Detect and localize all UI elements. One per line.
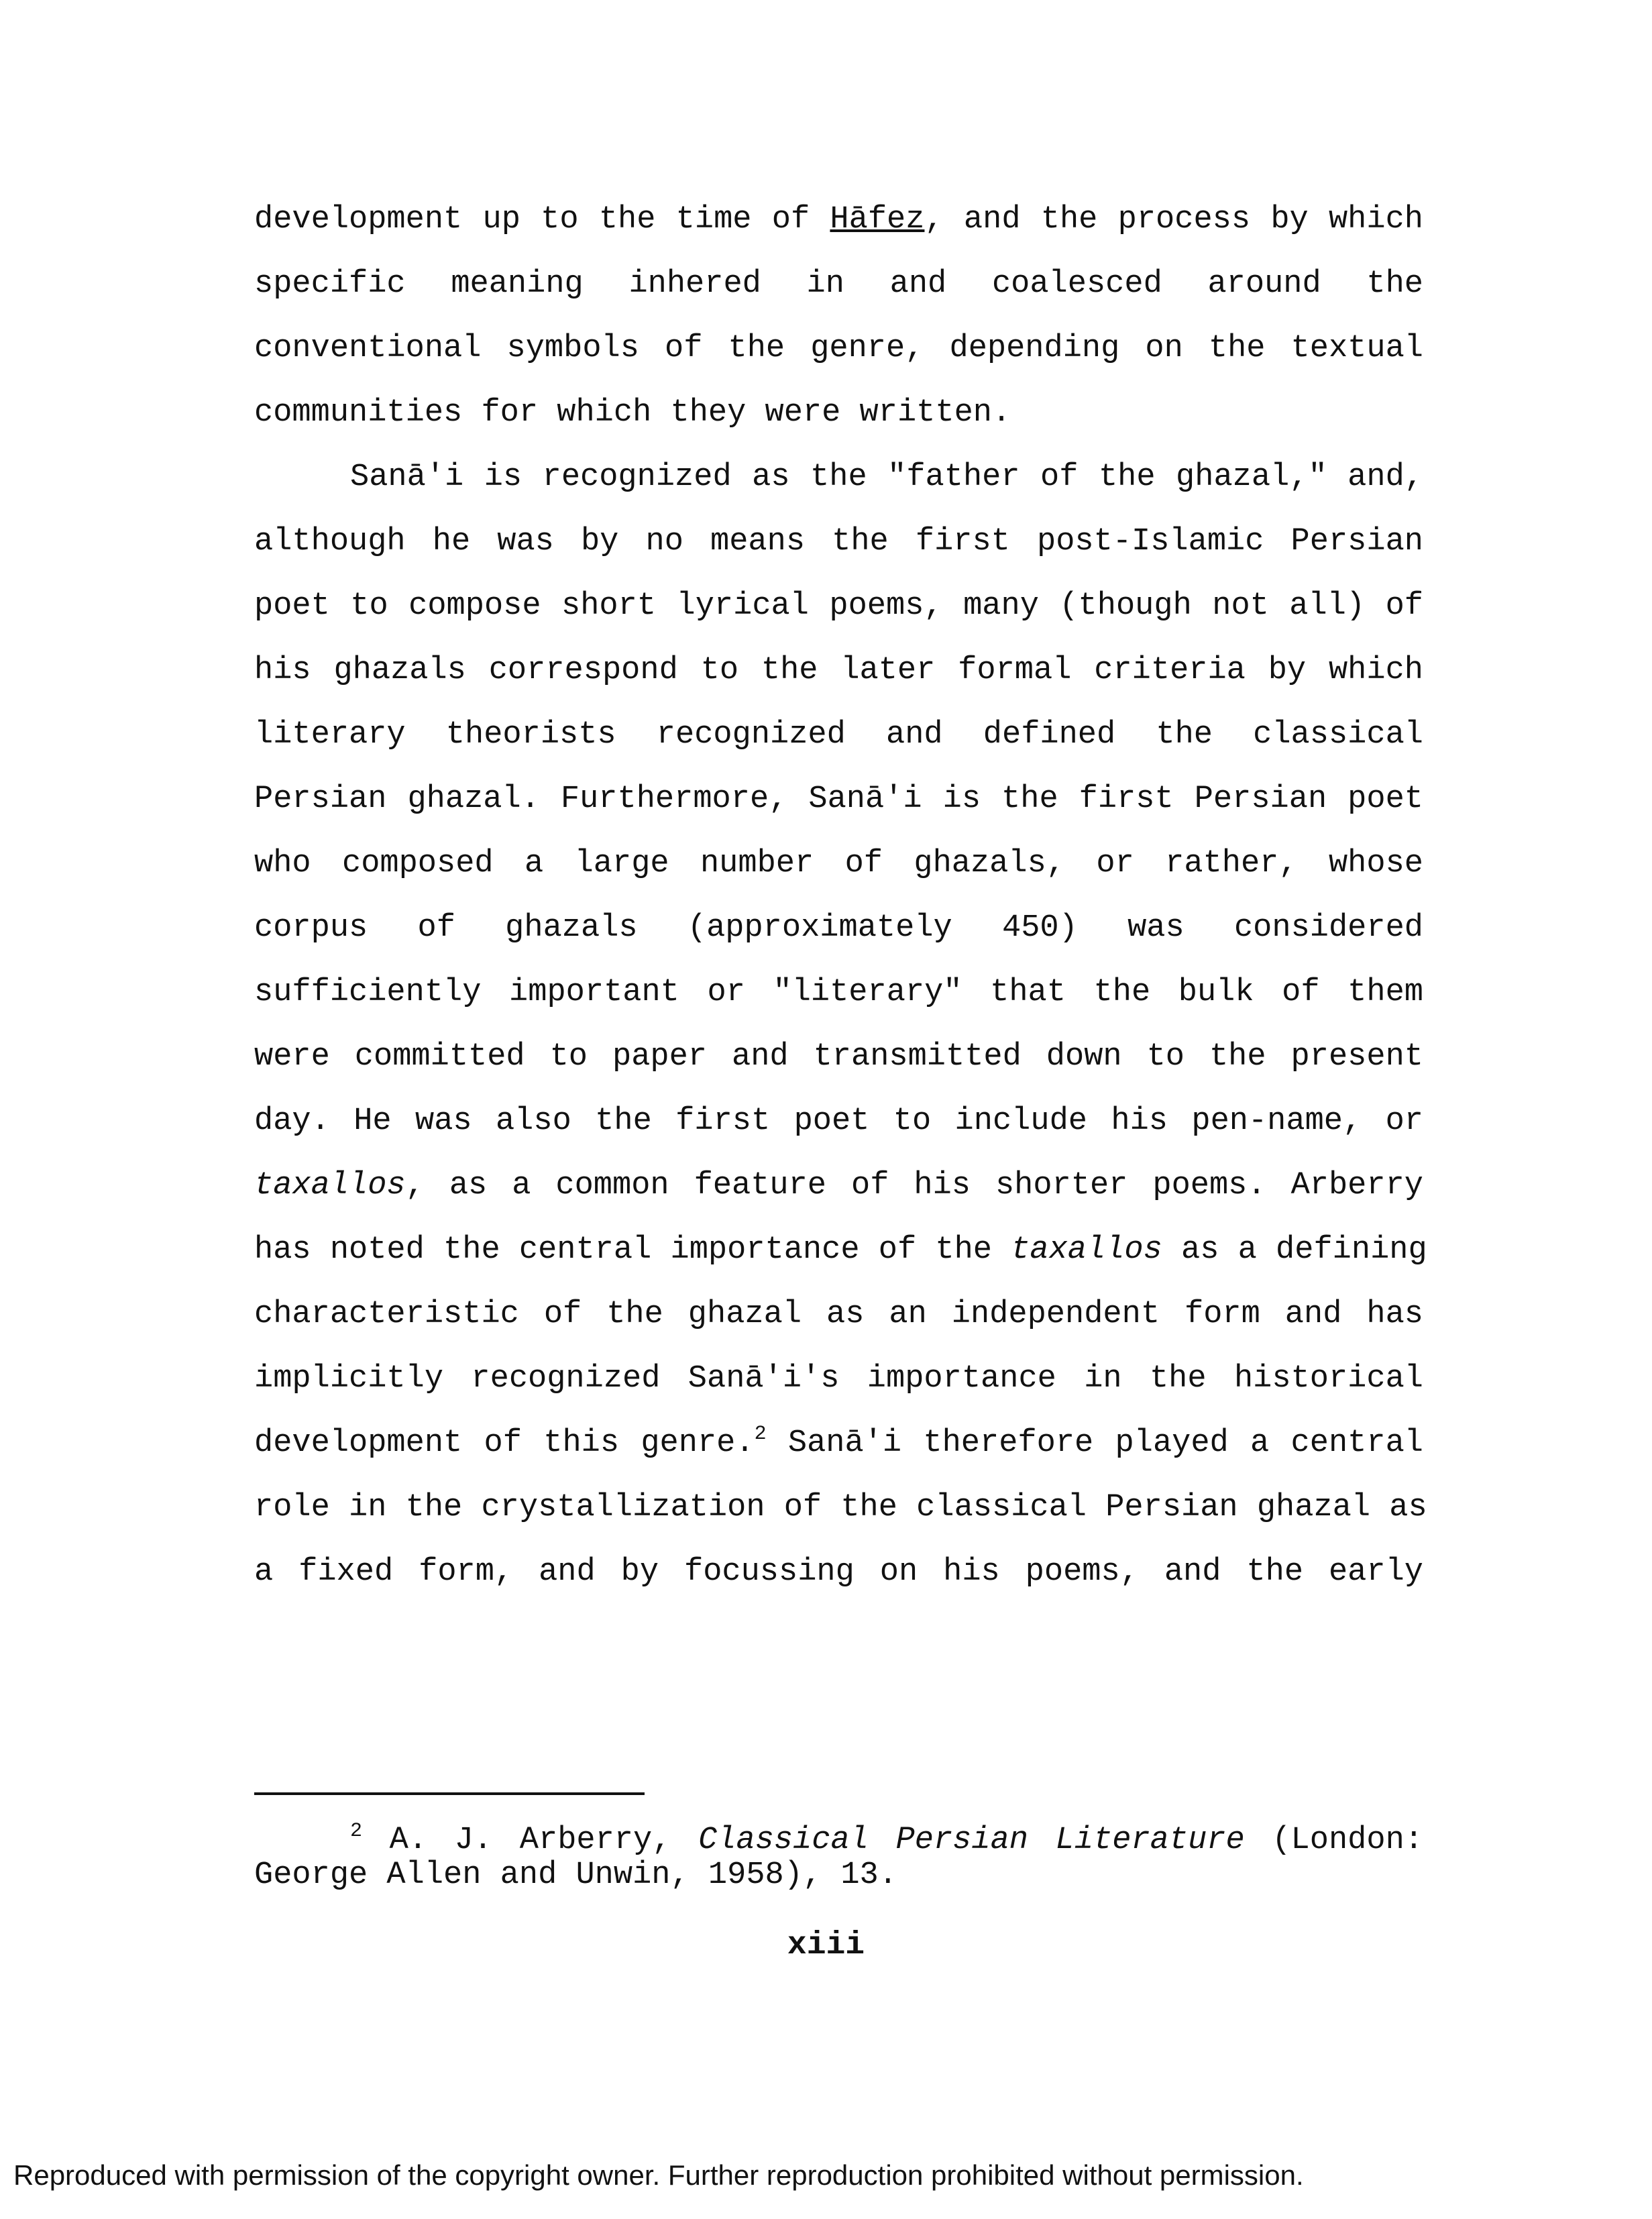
footnote-publisher-start: (London: xyxy=(1244,1823,1423,1858)
body-line-20-end: Sanā'i therefore played a central xyxy=(766,1425,1423,1461)
body-line-20-start: development of this genre. xyxy=(254,1425,755,1461)
taxallos-term: taxallos xyxy=(1011,1232,1162,1268)
taxallos-term: taxallos xyxy=(254,1168,406,1203)
body-line-12: corpus of ghazals (approximately 450) was considered xyxy=(254,910,1423,946)
body-line-16 xyxy=(254,1166,1423,1206)
footnote-marker: 2 xyxy=(350,1820,363,1843)
body-line-11: who composed a large number of ghazals, or rather, whose xyxy=(254,846,1423,881)
page-number: xiii xyxy=(787,1927,865,1963)
body-line-20 xyxy=(254,1423,1423,1464)
body-line-4: communities for which they were written. xyxy=(254,395,1011,431)
body-line-7: poet to compose short lyrical poems, many (though not all) of xyxy=(254,588,1423,624)
body-line-9: literary theorists recognized and defined the classical xyxy=(254,717,1423,753)
footnote-line-2: George Allen and Unwin, 1958), 13. xyxy=(254,1857,897,1893)
footnote-reference: 2 xyxy=(754,1423,767,1446)
footnote-line-1 xyxy=(350,1820,1423,1858)
body-line-1-end: , and the process by which xyxy=(924,202,1423,237)
body-line-1-start: development up to the time of xyxy=(254,202,830,237)
reproduction-notice: Reproduced with permission of the copyright owner. Further reproduction prohibited without permission. xyxy=(13,2159,1304,2191)
body-line-21: role in the crystallization of the classical Persian ghazal as xyxy=(254,1490,1427,1525)
footnote-author: A. J. Arberry, xyxy=(362,1823,699,1858)
body-line-17-end: as a defining xyxy=(1162,1232,1427,1268)
body-line-6: although he was by no means the first post-Islamic Persian xyxy=(254,524,1423,559)
body-line-1 xyxy=(254,200,1423,240)
body-line-17 xyxy=(254,1230,1427,1270)
body-line-15: day. He was also the first poet to include his pen-name, or xyxy=(254,1103,1423,1139)
body-line-22: a fixed form, and by focussing on his poems, and the early xyxy=(254,1554,1423,1590)
body-line-14: were committed to paper and transmitted down to the present xyxy=(254,1039,1423,1075)
body-line-3: conventional symbols of the genre, depending on the textual xyxy=(254,331,1423,366)
body-line-10: Persian ghazal. Furthermore, Sanā'i is the first Persian poet xyxy=(254,781,1423,817)
body-line-17-start: has noted the central importance of the xyxy=(254,1232,1011,1268)
body-line-18: characteristic of the ghazal as an independent form and has xyxy=(254,1297,1423,1332)
body-line-2: specific meaning inhered in and coalesced around the xyxy=(254,266,1423,302)
hafez-name: Hāfez xyxy=(830,202,925,237)
footnote-title: Classical Persian Literature xyxy=(698,1823,1245,1858)
body-line-8: his ghazals correspond to the later formal criteria by which xyxy=(254,653,1423,688)
body-line-16-end: , as a common feature of his shorter poems. Arberry xyxy=(405,1168,1423,1203)
body-line-13: sufficiently important or "literary" that the bulk of them xyxy=(254,975,1423,1010)
body-line-5: Sanā'i is recognized as the "father of the ghazal," and, xyxy=(350,459,1423,495)
footnote-separator xyxy=(254,1792,645,1795)
body-line-19: implicitly recognized Sanā'i's importance in the historical xyxy=(254,1361,1423,1397)
